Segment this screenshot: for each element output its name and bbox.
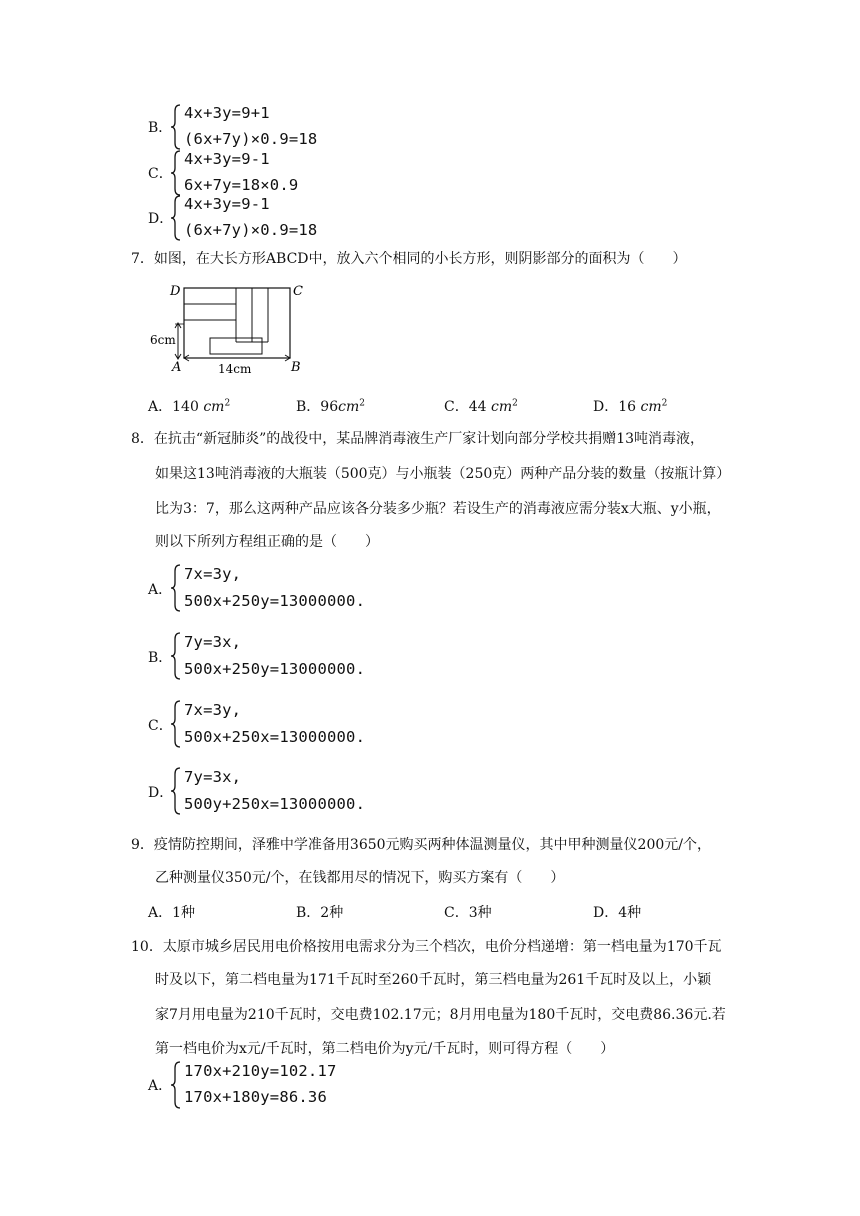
equation-1: 7x=3y,	[184, 701, 242, 719]
equation-1: 7y=3x,	[184, 633, 242, 651]
equation-system	[170, 766, 390, 816]
rectangle-abcd	[184, 288, 290, 358]
equation-system	[170, 631, 390, 681]
q9-line-1: 9．疫情防控期间，泽雅中学准备用3650元购买两种体温测量仪，其中甲种测量仪200元/个，	[131, 837, 711, 853]
label-d: D	[170, 284, 181, 299]
brace-icon	[170, 699, 182, 749]
brace-icon	[170, 1060, 182, 1110]
equation-2: 500x+250x=13000000.	[184, 728, 366, 746]
equation-2: (6x+7y)×0.9=18	[184, 130, 318, 148]
equation-2: 500y+250x=13000000.	[184, 795, 366, 813]
q7-option-a: A．140 $cm^2$	[148, 398, 231, 415]
equation-1: 4x+3y=9-1	[184, 195, 270, 213]
option-letter: B．	[148, 120, 173, 136]
q10-line-3: 家7月用电量为210千瓦时，交电费102.17元；8月用电量为180千瓦时，交电费86.36元.若	[155, 1007, 726, 1023]
q7-option-d: D．16 $cm^2$	[593, 398, 668, 415]
equation-1: 7x=3y,	[184, 565, 242, 583]
label-b: B	[291, 360, 301, 375]
q9-option-c: C．3种	[444, 905, 492, 921]
brace-icon	[170, 766, 182, 816]
equation-2: (6x+7y)×0.9=18	[184, 221, 318, 239]
equation-1: 7y=3x,	[184, 768, 242, 786]
equation-2: 500x+250y=13000000.	[184, 592, 366, 610]
q8-line-4: 则以下所列方程组正确的是（ ）	[155, 534, 379, 550]
q9-option-d: D．4种	[593, 905, 642, 921]
brace-icon	[170, 194, 182, 242]
q7-option-c: C．44 $cm^2$	[444, 398, 518, 415]
q10-line-1: 10．太原市城乡居民用电价格按用电需求分为三个档次，电价分档递增：第一档电量为170千瓦	[131, 939, 722, 955]
width-label: 14cm	[218, 362, 252, 376]
equation-1: 4x+3y=9+1	[184, 104, 270, 122]
brace-icon	[170, 631, 182, 681]
equation-system	[170, 1060, 370, 1110]
q9-option-a: A．1种	[148, 905, 196, 921]
equation-2: 500x+250y=13000000.	[184, 660, 366, 678]
q7-stem: 7．如图，在大长方形ABCD中，放入六个相同的小长方形，则阴影部分的面积为（ ）	[131, 251, 687, 267]
q8-line-2: 如果这13吨消毒液的大瓶装（500克）与小瓶装（250克）两种产品分装的数量（按瓶计算）	[155, 466, 731, 482]
label-a: A	[172, 360, 182, 375]
label-c: C	[293, 284, 303, 299]
brace-icon	[170, 563, 182, 613]
equation-1: 170x+210y=102.17	[184, 1062, 337, 1080]
option-letter: C．	[148, 166, 173, 182]
equation-system	[170, 563, 390, 613]
q9-option-b: B．2种	[296, 905, 344, 921]
equation-system	[170, 103, 370, 151]
brace-icon	[170, 103, 182, 151]
q10-line-4: 第一档电价为x元/千瓦时，第二档电价为y元/千瓦时，则可得方程（ ）	[155, 1041, 615, 1057]
equation-2: 170x+180y=86.36	[184, 1088, 327, 1106]
q10-line-2: 时及以下，第二档电量为171千瓦时至260千瓦时，第三档电量为261千瓦时及以上，小颖	[155, 972, 712, 988]
equation-system	[170, 194, 370, 242]
brace-icon	[170, 149, 182, 197]
q8-line-3: 比为3：7，那么这两种产品应该各分装多少瓶？若设生产的消毒液应需分装x大瓶、y小瓶，	[155, 501, 721, 517]
equation-system	[170, 149, 370, 197]
q7-option-b: B．$96cm^2$	[296, 398, 365, 415]
q7-figure	[148, 280, 318, 380]
q8-line-1: 8．在抗击“新冠肺炎”的战役中，某品牌消毒液生产厂家计划向部分学校共捐赠13吨消毒液，	[131, 431, 705, 447]
equation-1: 4x+3y=9-1	[184, 150, 270, 168]
q9-line-2: 乙种测量仪350元/个，在钱都用尽的情况下，购买方案有（ ）	[155, 870, 565, 886]
equation-2: 6x+7y=18×0.9	[184, 176, 299, 194]
equation-system	[170, 699, 390, 749]
height-label: 6cm	[150, 333, 176, 347]
option-letter: D．	[148, 211, 174, 227]
